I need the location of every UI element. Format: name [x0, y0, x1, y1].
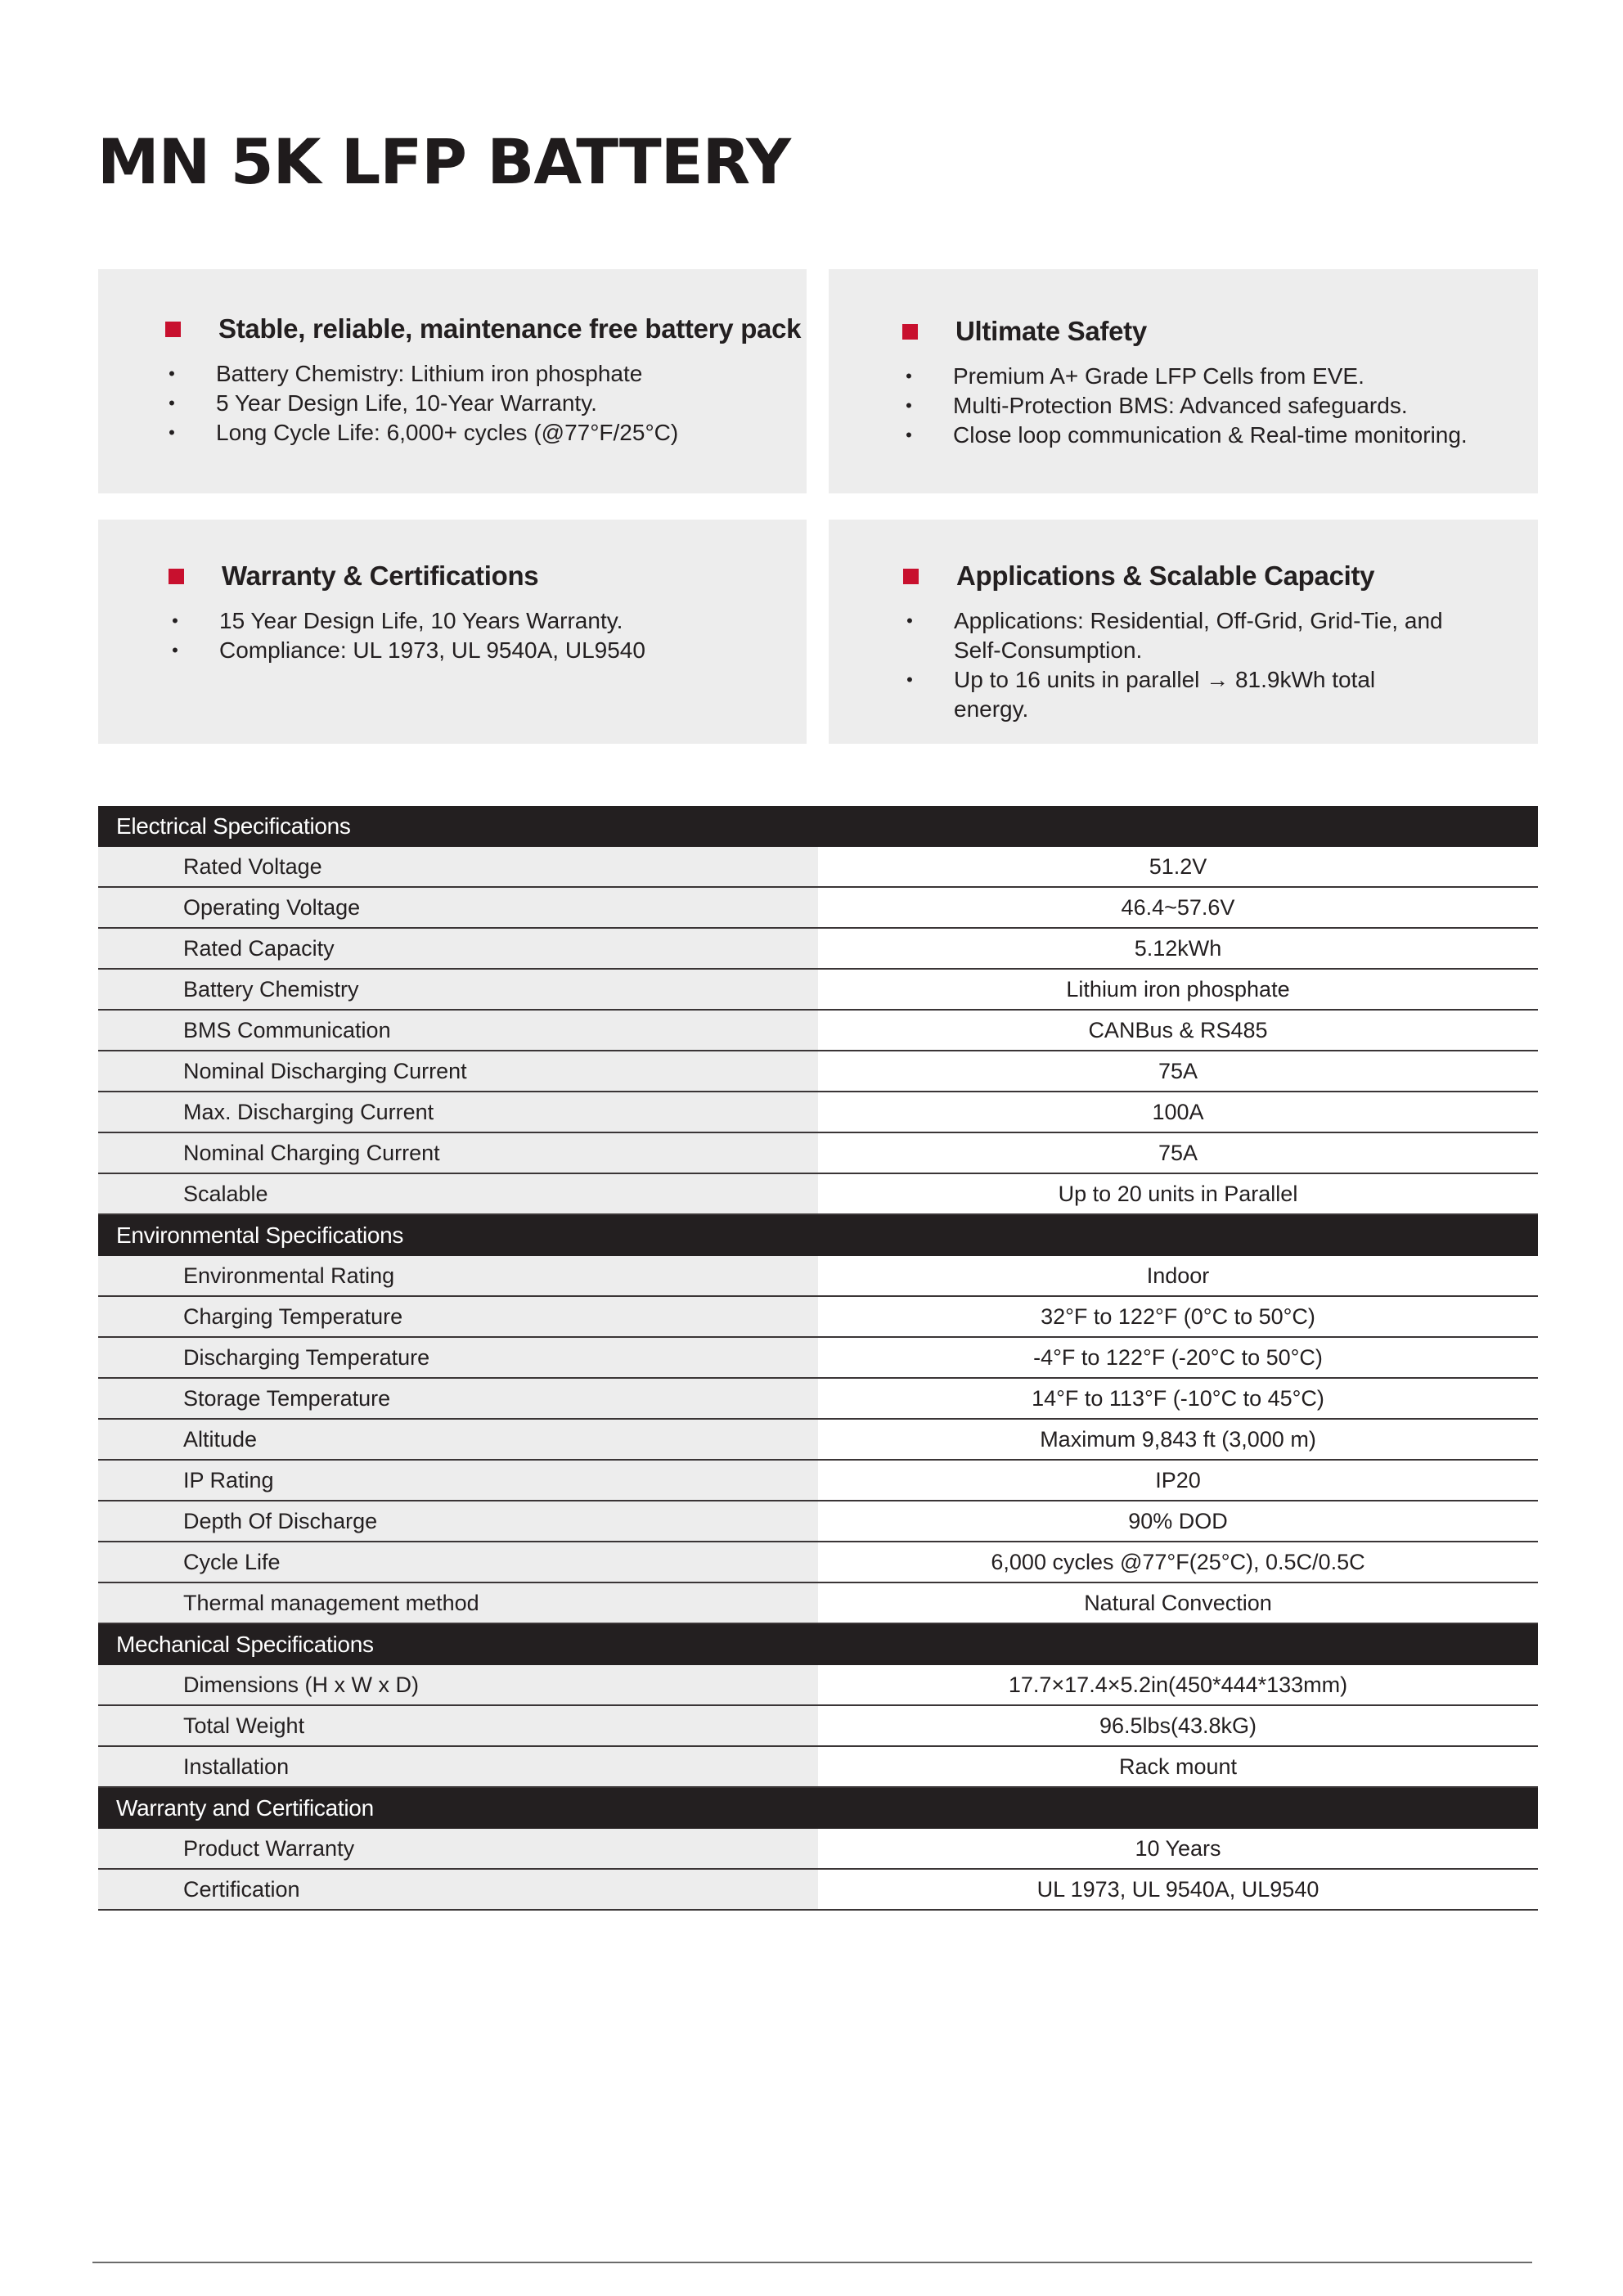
list-item: • 15 Year Design Life, 10 Years Warranty.	[170, 606, 792, 636]
table-row	[98, 847, 1538, 887]
list-item: • 5 Year Design Life, 10-Year Warranty.	[167, 389, 789, 418]
feature-title: Warranty & Certifications	[222, 560, 539, 591]
feature-box-warranty	[98, 520, 807, 744]
table-row	[98, 1746, 1538, 1787]
table-row	[98, 1337, 1538, 1378]
bullet-icon: •	[906, 395, 912, 416]
feature-list	[905, 606, 1445, 724]
section-title: Electrical Specifications	[98, 806, 1538, 847]
feature-box-safety	[829, 269, 1538, 493]
table-row	[98, 1665, 1538, 1705]
table-row	[98, 1542, 1538, 1582]
spec-label: Depth Of Discharge	[98, 1501, 818, 1542]
spec-value: 46.4~57.6V	[818, 887, 1538, 928]
table-row	[98, 1378, 1538, 1419]
table-row	[98, 887, 1538, 928]
feature-list	[167, 359, 789, 448]
spec-value: 75A	[818, 1132, 1538, 1173]
spec-label: Rated Voltage	[98, 847, 818, 887]
spec-label: Dimensions (H x W x D)	[98, 1665, 818, 1705]
section-title: Warranty and Certification	[98, 1787, 1538, 1829]
feature-heading	[165, 313, 801, 344]
feature-heading	[902, 316, 1147, 347]
spec-value: 6,000 cycles @77°F(25°C), 0.5C/0.5C	[818, 1542, 1538, 1582]
spec-label: Scalable	[98, 1173, 818, 1214]
spec-label: Battery Chemistry	[98, 969, 818, 1010]
list-item: • Applications: Residential, Off-Grid, Grid-Tie, and Self-Consumption.	[905, 606, 1445, 665]
spec-value: 75A	[818, 1051, 1538, 1092]
spec-value: IP20	[818, 1460, 1538, 1501]
bullet-icon: •	[906, 669, 913, 690]
bullet-icon: •	[906, 425, 912, 445]
list-item: • Battery Chemistry: Lithium iron phosphate	[167, 359, 789, 389]
spec-label: Discharging Temperature	[98, 1337, 818, 1378]
table-row	[98, 928, 1538, 969]
feature-title: Applications & Scalable Capacity	[956, 560, 1375, 591]
spec-label: Storage Temperature	[98, 1378, 818, 1419]
table-row	[98, 1173, 1538, 1214]
list-item: • Up to 16 units in parallel → 81.9kWh total energy.	[905, 665, 1445, 724]
section-header-mechanical	[98, 1623, 1538, 1665]
table-row	[98, 1419, 1538, 1460]
spec-label: Rated Capacity	[98, 928, 818, 969]
table-row	[98, 1256, 1538, 1296]
red-square-icon	[165, 322, 181, 337]
bullet-icon: •	[906, 610, 913, 631]
feature-list	[170, 606, 792, 665]
spec-value: 100A	[818, 1092, 1538, 1132]
spec-label: Certification	[98, 1869, 818, 1910]
table-row	[98, 1460, 1538, 1501]
spec-label: Nominal Charging Current	[98, 1132, 818, 1173]
spec-value: Up to 20 units in Parallel	[818, 1173, 1538, 1214]
spec-value: Maximum 9,843 ft (3,000 m)	[818, 1419, 1538, 1460]
spec-label: Altitude	[98, 1419, 818, 1460]
list-item: • Long Cycle Life: 6,000+ cycles (@77°F/25°C)	[167, 418, 789, 448]
table-row	[98, 1132, 1538, 1173]
page-title: MN 5K LFP BATTERY	[97, 125, 791, 198]
spec-label: Environmental Rating	[98, 1256, 818, 1296]
spec-label: Cycle Life	[98, 1542, 818, 1582]
table-row	[98, 1829, 1538, 1869]
feature-box-applications	[829, 520, 1538, 744]
spec-value: Natural Convection	[818, 1582, 1538, 1623]
feature-box-reliability	[98, 269, 807, 493]
spec-label: IP Rating	[98, 1460, 818, 1501]
spec-label: Operating Voltage	[98, 887, 818, 928]
spec-label: Thermal management method	[98, 1582, 818, 1623]
table-row	[98, 1582, 1538, 1623]
spec-value: 90% DOD	[818, 1501, 1538, 1542]
list-item: • Premium A+ Grade LFP Cells from EVE.	[904, 362, 1526, 391]
section-title: Mechanical Specifications	[98, 1623, 1538, 1665]
spec-value: 5.12kWh	[818, 928, 1538, 969]
bullet-icon: •	[169, 422, 175, 443]
list-item: • Compliance: UL 1973, UL 9540A, UL9540	[170, 636, 792, 665]
section-title: Environmental Specifications	[98, 1214, 1538, 1256]
spec-value: 14°F to 113°F (-10°C to 45°C)	[818, 1378, 1538, 1419]
table-row	[98, 1705, 1538, 1746]
spec-value: -4°F to 122°F (-20°C to 50°C)	[818, 1337, 1538, 1378]
spec-label: Charging Temperature	[98, 1296, 818, 1337]
bullet-icon: •	[172, 640, 178, 660]
bullet-icon: •	[169, 363, 175, 384]
spec-value: 17.7×17.4×5.2in(450*444*133mm)	[818, 1665, 1538, 1705]
spec-label: Total Weight	[98, 1705, 818, 1746]
bullet-icon: •	[906, 366, 912, 386]
section-header-warranty	[98, 1787, 1538, 1829]
table-row	[98, 1010, 1538, 1051]
bullet-icon: •	[172, 610, 178, 631]
section-header-electrical	[98, 806, 1538, 847]
spec-value: 10 Years	[818, 1829, 1538, 1869]
bullet-icon: •	[169, 393, 175, 413]
feature-list	[904, 362, 1526, 450]
spec-value: Lithium iron phosphate	[818, 969, 1538, 1010]
table-row	[98, 1501, 1538, 1542]
spec-label: Nominal Discharging Current	[98, 1051, 818, 1092]
red-square-icon	[169, 569, 184, 584]
table-row	[98, 1869, 1538, 1910]
feature-title: Stable, reliable, maintenance free battery pack	[218, 313, 802, 344]
list-item: • Multi-Protection BMS: Advanced safeguards.	[904, 391, 1526, 421]
section-header-environmental	[98, 1214, 1538, 1256]
table-row	[98, 969, 1538, 1010]
feature-heading	[169, 560, 538, 592]
table-row	[98, 1051, 1538, 1092]
red-square-icon	[903, 569, 919, 584]
table-row	[98, 1296, 1538, 1337]
spec-value: 51.2V	[818, 847, 1538, 887]
spec-value: 96.5lbs(43.8kG)	[818, 1705, 1538, 1746]
spec-label: Installation	[98, 1746, 818, 1787]
feature-title: Ultimate Safety	[955, 316, 1147, 346]
spec-label: Max. Discharging Current	[98, 1092, 818, 1132]
list-item: • Close loop communication & Real-time monitoring.	[904, 421, 1526, 450]
table-row	[98, 1092, 1538, 1132]
specifications-table	[98, 806, 1538, 1911]
red-square-icon	[902, 324, 918, 340]
footer-divider	[92, 2262, 1532, 2263]
spec-value: UL 1973, UL 9540A, UL9540	[818, 1869, 1538, 1910]
spec-value: 32°F to 122°F (0°C to 50°C)	[818, 1296, 1538, 1337]
spec-label: BMS Communication	[98, 1010, 818, 1051]
spec-label: Product Warranty	[98, 1829, 818, 1869]
feature-heading	[903, 560, 1374, 592]
spec-value: CANBus & RS485	[818, 1010, 1538, 1051]
spec-value: Indoor	[818, 1256, 1538, 1296]
spec-value: Rack mount	[818, 1746, 1538, 1787]
